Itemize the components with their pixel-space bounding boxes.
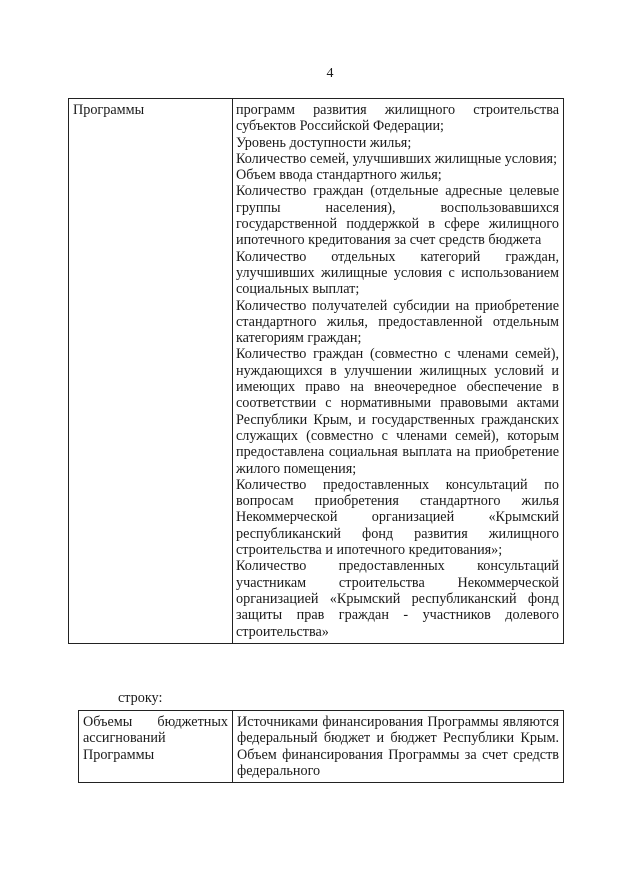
- indicator-paragraph: программ развития жилищного строительства субъектов Российской Федерации;: [236, 102, 559, 135]
- row-content-cell: [233, 99, 564, 644]
- indicator-paragraph: Количество граждан (отдельные адресные целевые группы населения), воспользовавшихся государственной поддержкой в сфере жилищного ипотечного кредитования за счет средств бюджета: [236, 183, 559, 249]
- program-indicators-table: [68, 98, 564, 644]
- page-number: 4: [326, 66, 334, 81]
- indicator-paragraph: Количество предоставленных консультаций по вопросам приобретения стандартного жилья Некоммерческой организацией «Крымский республиканский фонд развития жилищного строительства и ипотечного кредитования»;: [236, 476, 559, 559]
- financing-paragraph: Источниками финансирования Программы являются федеральный бюджет и бюджет Республики Крым. Объем финансирования Программы за счет средств федерального: [237, 714, 559, 779]
- table-row: [79, 711, 564, 783]
- indicator-paragraph: Количество получателей субсидии на приобретение стандартного жилья, предоставленной отдельным категориям граждан;: [236, 297, 559, 347]
- indicator-paragraph: Количество граждан (совместно с членами семей), нуждающихся в улучшении жилищных условий и имеющих право на внеочередное обеспечение в соответствии с нормативными правовыми актами Республики Крым, и государственных гражданских служащих (совместно с членами семей), которым предоставлена социальная выплата на приобретение жилого помещения;: [236, 346, 559, 477]
- indicator-paragraph: Уровень доступности жилья;: [236, 134, 412, 151]
- table-row: [69, 99, 564, 644]
- row-content-cell: [233, 711, 564, 783]
- row-label-cell: [79, 711, 233, 783]
- indicator-paragraph: Количество семей, улучшивших жилищные условия;: [236, 150, 558, 167]
- indicator-paragraph: Объем ввода стандартного жилья;: [236, 167, 442, 184]
- row-caption: строку:: [118, 690, 163, 706]
- budget-allocations-table: [78, 710, 564, 783]
- indicator-paragraph: Количество отдельных категорий граждан, улучшивших жилищные условия с использованием социальных выплат;: [236, 248, 559, 298]
- row-label-cell: [69, 99, 233, 644]
- row-label: Программы: [73, 102, 145, 118]
- row-label: Объемы бюджетных ассигнований Программы: [83, 714, 228, 763]
- indicator-paragraph: Количество предоставленных консультаций участникам строительства Некоммерческой организацией «Крымский республиканский фонд защиты прав граждан - участников долевого строительства»: [236, 558, 559, 640]
